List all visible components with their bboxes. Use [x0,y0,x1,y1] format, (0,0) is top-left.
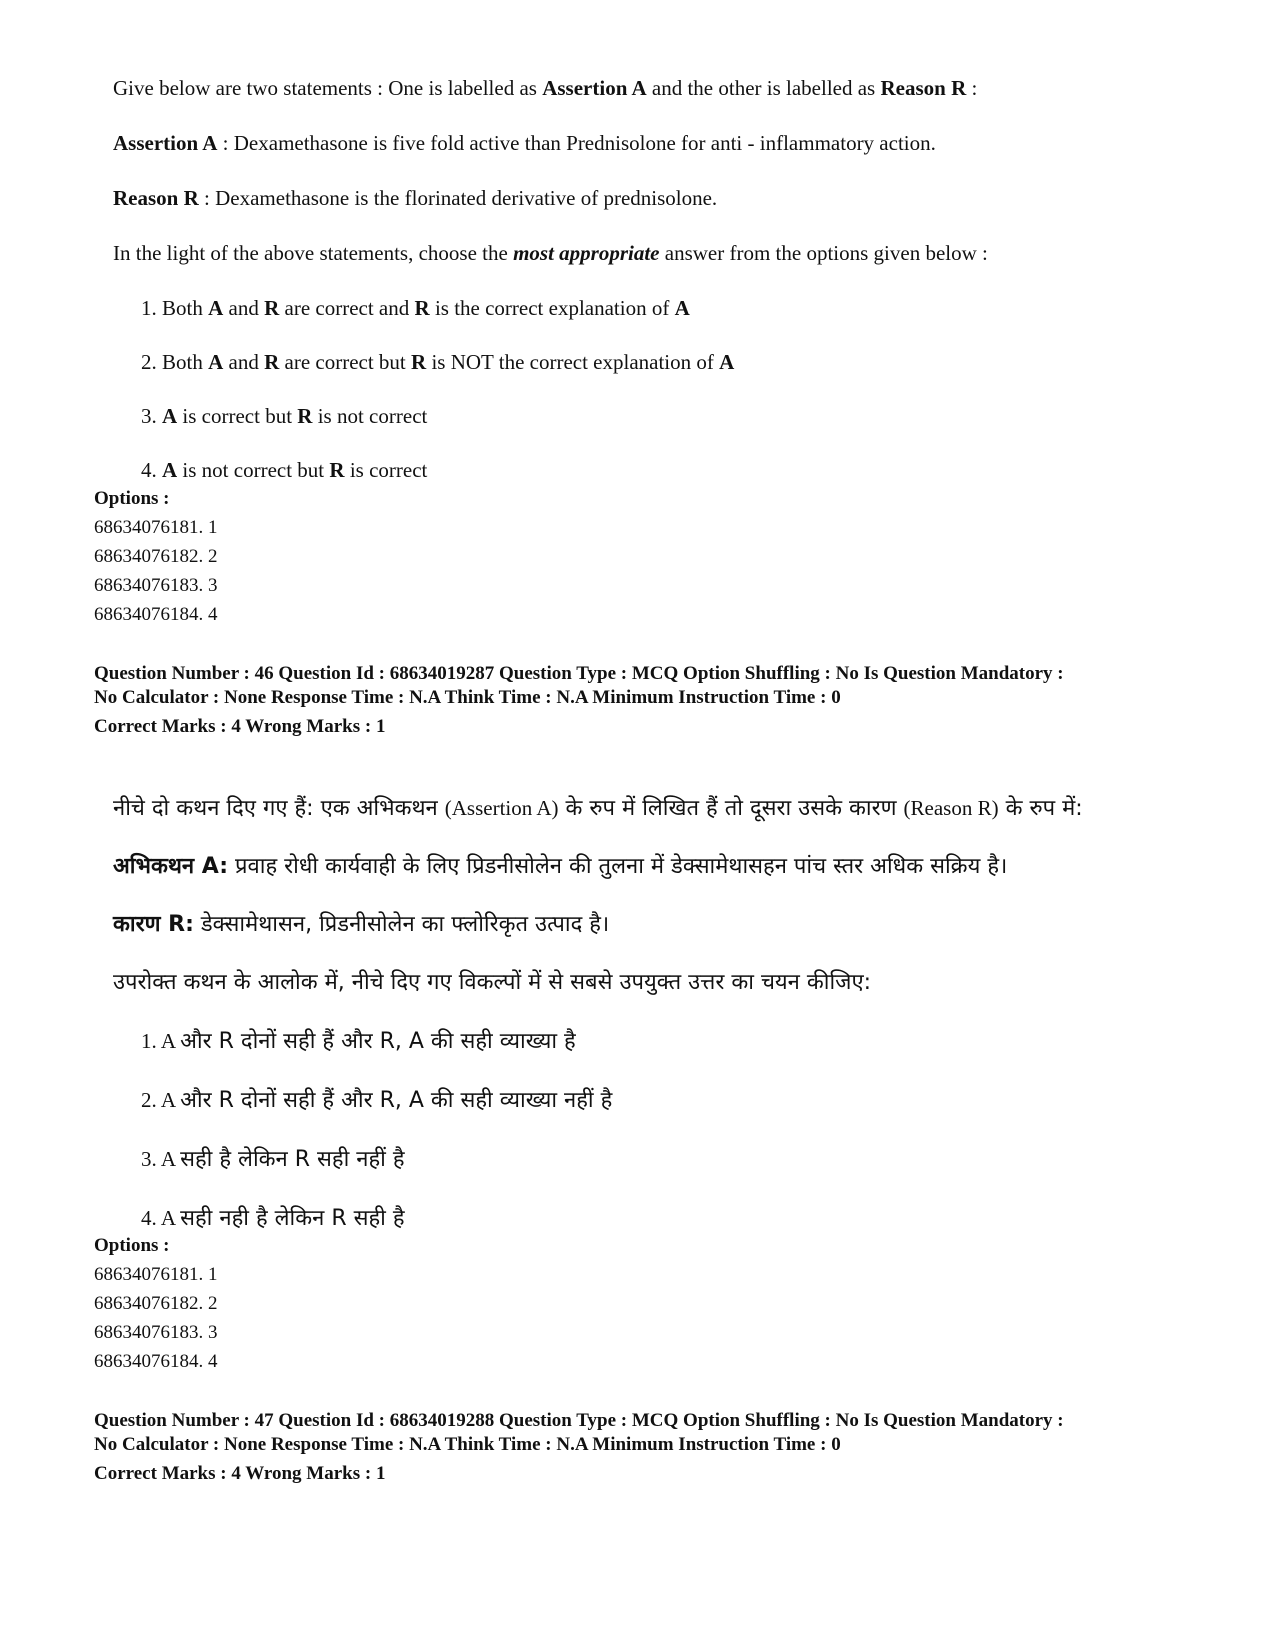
intro-text: के रुप में: [998,796,1083,821]
reason-text: डेक्सामेथासन, प्रिडनीसोलेन का फ्लोरिकृत उत्पाद है। [193,912,610,937]
question-46-hindi [113,792,1213,1261]
question-instruction [113,239,1193,267]
options-heading: Options : [94,488,170,509]
answer-choice-4: 4. A सही नही है लेकिन R सही है [141,1206,405,1231]
question-46-header [94,662,1214,739]
answer-choice-3: 3. A सही है लेकिन R सही नहीं है [141,1147,405,1172]
answer-choice-2: 2. Both A and R are correct but R is NOT the correct explanation of A [141,350,735,374]
options-list-2 [94,1231,218,1376]
intro-text: के रुप में लिखित हैं तो दूसरा उसके कारण [558,796,904,821]
intro-latin-reason: (Reason R) [903,796,999,820]
answer-choice-1: 1. A और R दोनों सही हैं और R, A की सही व्याख्या है [141,1029,576,1054]
intro-text: Give below are two statements : One is labelled as [113,76,543,100]
option-id-1: 68634076181. 1 [94,517,218,538]
reason-text: : Dexamethasone is the florinated derivative of prednisolone. [198,186,718,210]
intro-bold-reason: Reason R [880,76,967,100]
question-instruction: उपरोक्त कथन के आलोक में, नीचे दिए गए विकल्पों में से सबसे उपयुक्त उत्तर का चयन कीजिए: [113,970,872,995]
intro-bold-assertion: Assertion A [542,76,647,100]
question-intro [113,792,1213,825]
options-heading: Options : [94,1235,170,1256]
question-meta-line-1: Question Number : 47 Question Id : 68634019288 Question Type : MCQ Option Shuffling : No Is Question Mandatory : [94,1410,1064,1431]
reason-label: Reason R [113,186,199,210]
answer-choice-4: 4. A is not correct but R is correct [141,458,428,482]
instruction-emphasis: most appropriate [513,241,660,265]
option-id-4: 68634076184. 4 [94,1351,218,1372]
intro-text: and the other is labelled as [646,76,881,100]
answer-choice-2: 2. A और R दोनों सही हैं और R, A की सही व्याख्या नहीं है [141,1088,613,1113]
option-id-2: 68634076182. 2 [94,546,218,567]
options-list-1 [94,484,218,629]
reason-statement [113,909,1213,941]
question-47-header [94,1409,1214,1486]
question-45-english [113,74,1193,510]
reason-statement [113,184,1193,212]
assertion-statement [113,851,1213,883]
assertion-statement [113,129,1193,157]
question-marks: Correct Marks : 4 Wrong Marks : 1 [94,716,386,737]
intro-latin-assertion: (Assertion A) [444,796,559,820]
question-meta-line-2: No Calculator : None Response Time : N.A Think Time : N.A Minimum Instruction Time : 0 [94,1434,841,1455]
option-id-1: 68634076181. 1 [94,1264,218,1285]
instruction-text: answer from the options given below : [659,241,988,265]
question-marks: Correct Marks : 4 Wrong Marks : 1 [94,1463,386,1484]
answer-choice-1: 1. Both A and R are correct and R is the correct explanation of A [141,296,690,320]
option-id-3: 68634076183. 3 [94,1322,218,1343]
assertion-label: अभिकथन A: [113,854,229,879]
intro-text: नीचे दो कथन दिए गए हैं: एक अभिकथन [113,796,445,821]
reason-label: कारण R: [113,912,194,937]
answer-choices [113,294,1193,484]
assertion-text: : Dexamethasone is five fold active than Prednisolone for anti - inflammatory action. [217,131,936,155]
answer-choices [113,1025,1213,1235]
option-id-4: 68634076184. 4 [94,604,218,625]
assertion-text: प्रवाह रोधी कार्यवाही के लिए प्रिडनीसोलेन की तुलना में डेक्सामेथासहन पांच स्तर अधिक सक्रिय है। [228,854,1008,879]
question-intro [113,74,1193,102]
assertion-label: Assertion A [113,131,218,155]
answer-choice-3: 3. A is correct but R is not correct [141,404,428,428]
question-meta-line-1: Question Number : 46 Question Id : 68634019287 Question Type : MCQ Option Shuffling : No Is Question Mandatory : [94,663,1064,684]
option-id-3: 68634076183. 3 [94,575,218,596]
instruction-text: In the light of the above statements, choose the [113,241,514,265]
option-id-2: 68634076182. 2 [94,1293,218,1314]
question-meta-line-2: No Calculator : None Response Time : N.A Think Time : N.A Minimum Instruction Time : 0 [94,687,841,708]
intro-text: : [966,76,978,100]
